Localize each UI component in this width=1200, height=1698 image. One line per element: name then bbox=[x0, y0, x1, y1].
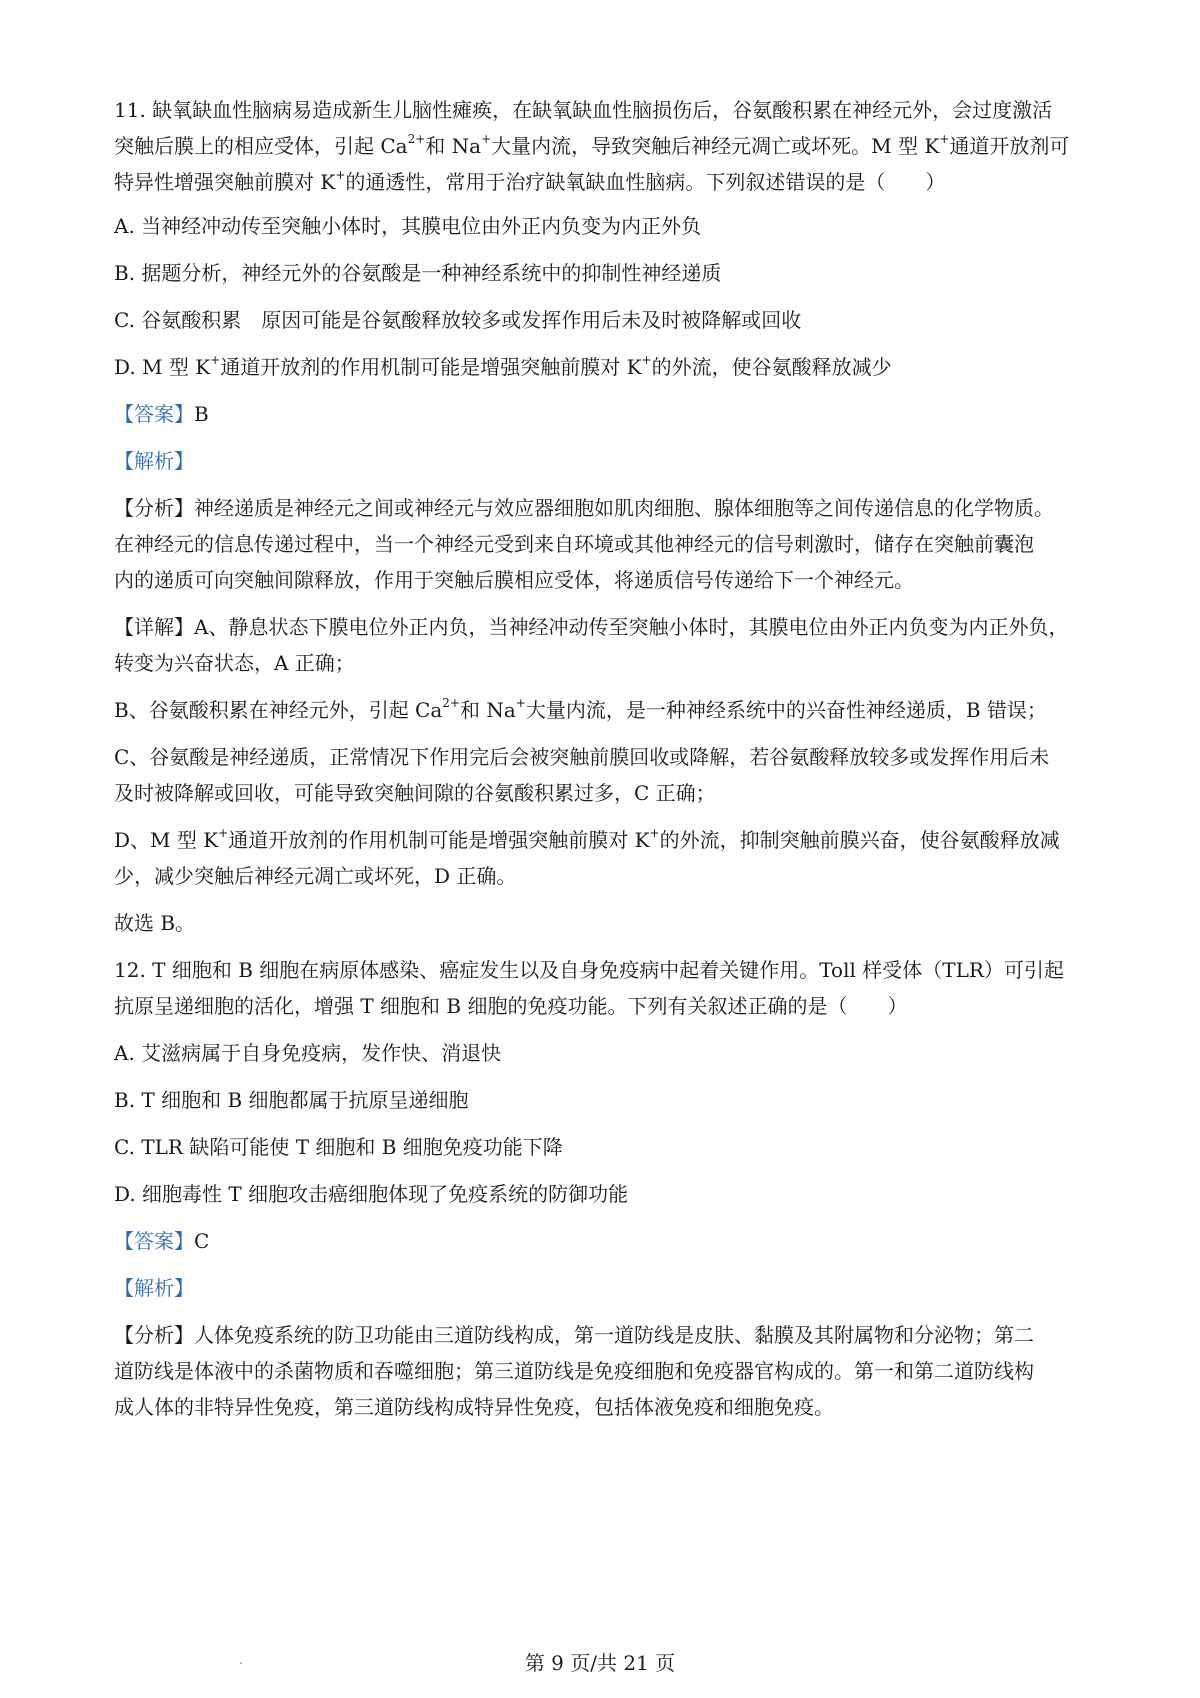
q11-stem: 11. 缺氧缺血性脑病易造成新生儿脑性瘫痪，在缺氧缺血性脑损伤后，谷氨酸积累在神经元外，会过度激活 突触后膜上的相应受体，引起 $Ca^{2+}$和 Na+大量内流，导致突触后神经元凋亡或坏死。M 型 K+通道开放剂可 特异性增强突触前膜对 K+的通透性，常用于治疗缺氧缺血性脑病。下列叙述错误的是（ ） bbox=[114, 98, 1070, 194]
q11-xiangjie-b: B、谷氨酸积累在神经元外，引起 $Ca^{2+}$和 Na+大量内流，是一种神经系统中的兴奋性神经递质，B 错误； bbox=[114, 696, 1047, 722]
q12-option-c: C. TLR 缺陷可能使 T 细胞和 B 细胞免疫功能下降 bbox=[114, 1135, 563, 1159]
xiangjie-tag: 【详解】 bbox=[114, 615, 194, 639]
q12-fenxi: 【分析】人体免疫系统的防卫功能由三道防线构成，第一道防线是皮肤、黏膜及其附属物和分泌物；第二 道防线是体液中的杀菌物质和吞噬细胞；第三道防线是免疫细胞和免疫器官构成的。第一和第二道防线构 成人体的非特异性免疫，第三道防线构成特异性免疫，包括体液免疫和细胞免疫。 bbox=[114, 1323, 1034, 1419]
answer-value: C bbox=[194, 1229, 210, 1253]
q11-answer bbox=[114, 396, 1104, 432]
q11-conclusion: 故选 B。 bbox=[114, 911, 196, 935]
q12-option-b: B. T 细胞和 B 细胞都属于抗原呈递细胞 bbox=[114, 1088, 469, 1112]
answer-tag: 【答案】 bbox=[114, 1229, 194, 1253]
q11-option-c: C. 谷氨酸积累 原因可能是谷氨酸释放较多或发挥作用后未及时被降解或回收 bbox=[114, 308, 802, 332]
answer-value: B bbox=[194, 402, 209, 426]
fenxi-tag: 【分析】 bbox=[114, 496, 194, 520]
q11-option-b: B. 据题分析，神经元外的谷氨酸是一种神经系统中的抑制性神经递质 bbox=[114, 261, 722, 285]
q11-option-a: A. 当神经冲动传至突触小体时，其膜电位由外正内负变为内正外负 bbox=[114, 214, 702, 238]
q11-fenxi: 【分析】神经递质是神经元之间或神经元与效应器细胞如肌肉细胞、腺体细胞等之间传递信息的化学物质。 在神经元的信息传递过程中，当一个神经元受到来自环境或其他神经元的信号刺激时，储存在突触前囊泡 内的递质可向突触间隙释放，作用于突触后膜相应受体，将递质信号传递给下一个神经元。 bbox=[114, 496, 1054, 592]
q12-option-d: D. 细胞毒性 T 细胞攻击癌细胞体现了免疫系统的防御功能 bbox=[114, 1182, 629, 1206]
analysis-tag: 【解析】 bbox=[114, 1276, 194, 1300]
q11-xiangjie-d: D、M 型 K+通道开放剂的作用机制可能是增强突触前膜对 K+的外流，抑制突触前膜兴奋，使谷氨酸释放减 少，减少突触后神经元凋亡或坏死，D 正确。 bbox=[114, 826, 1060, 888]
page-footer: 第 9 页/共 21 页 bbox=[524, 1651, 676, 1675]
document-body bbox=[114, 92, 1104, 1436]
q11-xiangjie-a: 【详解】A、静息状态下膜电位外正内负，当神经冲动传至突触小体时，其膜电位由外正内负变为内正外负， 转变为兴奋状态，A 正确； bbox=[114, 615, 1069, 675]
fenxi-tag: 【分析】 bbox=[114, 1323, 194, 1347]
q11-xiangjie-c: C、谷氨酸是神经递质，正常情况下作用完后会被突触前膜回收或降解，若谷氨酸释放较多或发挥作用后未 及时被降解或回收，可能导致突触间隙的谷氨酸积累过多，C 正确； bbox=[114, 745, 1050, 805]
analysis-tag: 【解析】 bbox=[114, 449, 194, 473]
q12-option-a: A. 艾滋病属于自身免疫病，发作快、消退快 bbox=[114, 1041, 502, 1065]
q11-option-d: D. M 型 K+通道开放剂的作用机制可能是增强突触前膜对 K+的外流，使谷氨酸释放减少 bbox=[114, 353, 892, 379]
q11-stem-line1: 11. 缺氧缺血性脑病易造成新生儿脑性瘫痪，在缺氧缺血性脑损伤后，谷氨酸积累在神经元外，会过度激活 bbox=[114, 98, 1053, 122]
answer-tag: 【答案】 bbox=[114, 402, 194, 426]
q12-analysis-heading bbox=[114, 1270, 1104, 1306]
q12-answer bbox=[114, 1223, 1104, 1259]
q11-analysis-heading bbox=[114, 443, 1104, 479]
q12-stem: 12. T 细胞和 B 细胞在病原体感染、癌症发生以及自身免疫病中起着关键作用。Toll 样受体（TLR）可引起 抗原呈递细胞的活化，增强 T 细胞和 B 细胞的免疫功能。下列有关叙述正确的是（ ） bbox=[114, 958, 1064, 1018]
